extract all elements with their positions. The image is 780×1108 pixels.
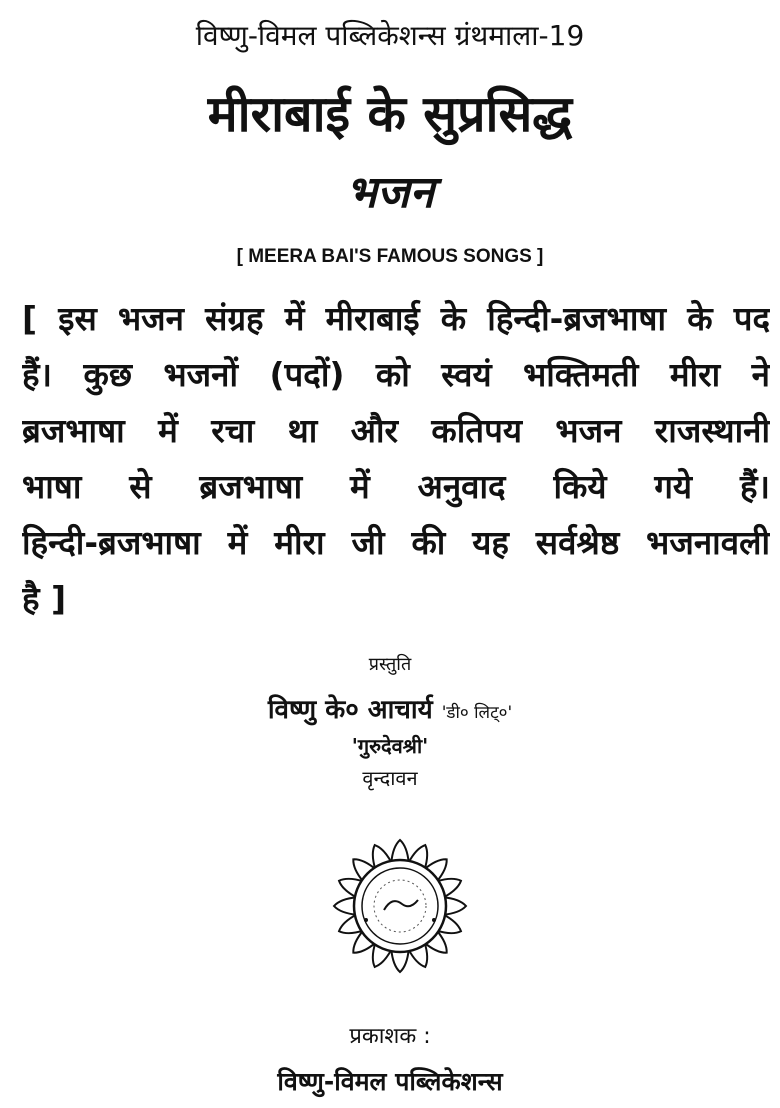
- description-line: [ इस भजन संग्रह में मीराबाई के हिन्दी-ब्रजभाषा के पद: [22, 299, 770, 338]
- series-line: विष्णु-विमल पब्लिकेशन्स ग्रंथमाला-19: [195, 19, 585, 52]
- description-line: भाषा से ब्रजभाषा में अनुवाद किये गये हैं।: [22, 467, 770, 506]
- description-line: हिन्दी-ब्रजभाषा में मीरा जी की यह सर्वश्रेष्ठ भजनावली: [22, 523, 770, 562]
- publisher-seal-logo: [332, 838, 468, 974]
- author-title: 'गुरुदेवश्री': [351, 734, 429, 758]
- author-line: [0, 690, 780, 726]
- book-title: मीराबाई के सुप्रसिद्ध: [207, 85, 573, 143]
- description-line: हैं। कुछ भजनों (पदों) को स्वयं भक्तिमती मीरा ने: [22, 355, 770, 394]
- book-title-line2: भजन: [346, 167, 434, 218]
- author-degree: 'डी० लिट्०': [441, 703, 513, 723]
- publisher-label: प्रकाशक :: [349, 1024, 431, 1049]
- presented-by-label: प्रस्तुति: [368, 654, 412, 675]
- author-name: विष्णु के० आचार्य: [267, 695, 433, 725]
- description: [22, 294, 770, 630]
- publisher-name: विष्णु-विमल पब्लिकेशन्स: [277, 1067, 503, 1096]
- author-place: वृन्दावन: [362, 766, 418, 790]
- english-title: [ MEERA BAI'S FAMOUS SONGS ]: [236, 246, 544, 267]
- description-line: है ]: [22, 579, 67, 618]
- description-line: ब्रजभाषा में रचा था और कतिपय भजन राजस्थानी: [22, 411, 770, 450]
